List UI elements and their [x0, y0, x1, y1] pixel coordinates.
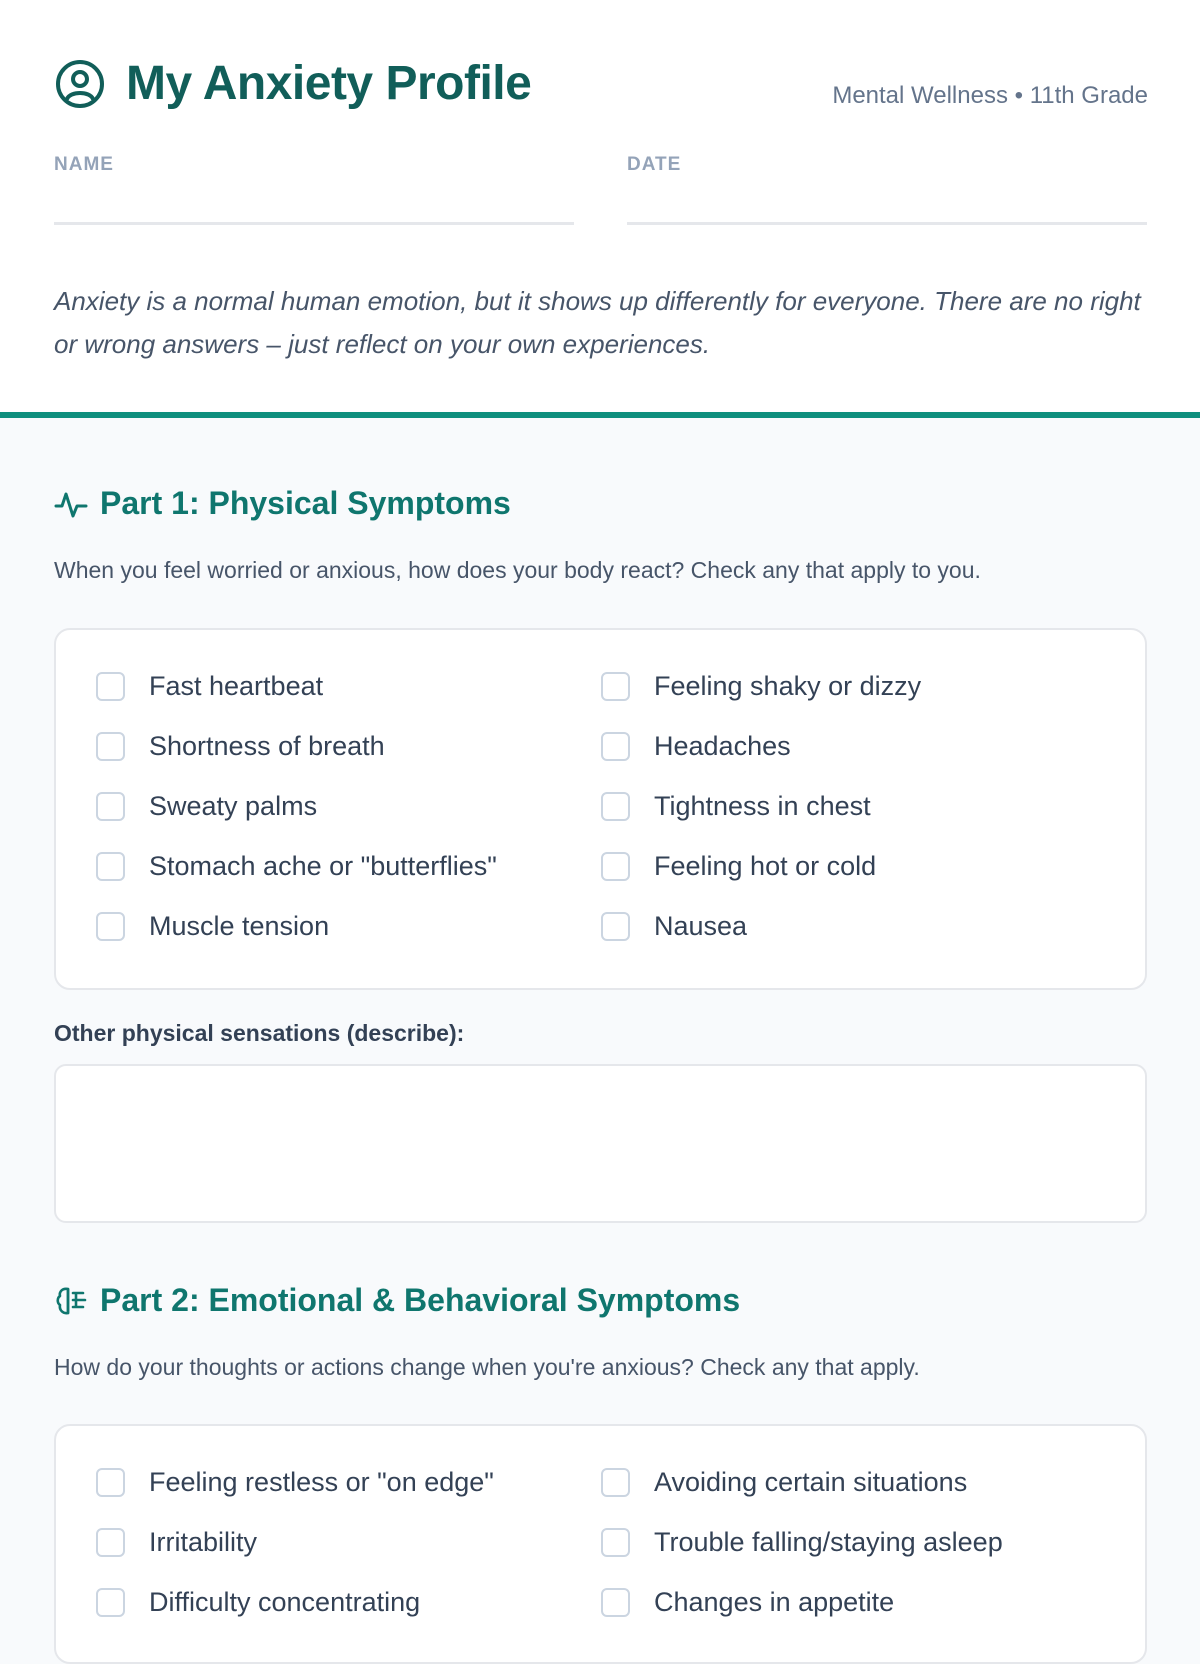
- checkbox-label: Headaches: [654, 731, 791, 761]
- name-label: NAME: [54, 154, 114, 175]
- pulse-icon: [54, 487, 88, 521]
- checkbox[interactable]: [96, 792, 125, 821]
- checkbox[interactable]: [96, 1588, 125, 1617]
- checkbox[interactable]: [601, 852, 630, 881]
- checkbox-item[interactable]: [96, 1466, 601, 1499]
- checkbox-item[interactable]: [601, 730, 1106, 763]
- checkbox[interactable]: [601, 912, 630, 941]
- checkbox[interactable]: [96, 852, 125, 881]
- part2-title-text: Part 2: Emotional & Behavioral Symptoms: [100, 1282, 741, 1318]
- part2-title: [54, 1282, 740, 1319]
- checkbox-label: Muscle tension: [149, 911, 330, 941]
- checkbox-item[interactable]: [601, 1526, 1106, 1559]
- intro-text: Anxiety is a normal human emotion, but it shows up differently for everyone. There are no right or wrong answers – just reflect on your own experiences.: [54, 286, 1141, 359]
- checkbox-item[interactable]: [601, 1586, 1106, 1619]
- checkbox-label: Difficulty concentrating: [149, 1587, 421, 1617]
- checkbox-label: Nausea: [654, 911, 748, 941]
- other-sensations-textarea[interactable]: [54, 1064, 1147, 1223]
- checkbox-item[interactable]: [601, 850, 1106, 883]
- checkbox-item[interactable]: [96, 790, 601, 823]
- checkbox-label: Changes in appetite: [654, 1587, 895, 1617]
- checkbox[interactable]: [96, 912, 125, 941]
- checkbox-label: Avoiding certain situations: [654, 1467, 968, 1497]
- checkbox-item[interactable]: [96, 670, 601, 703]
- checkbox-label: Feeling restless or "on edge": [149, 1467, 494, 1497]
- checkbox[interactable]: [96, 1468, 125, 1497]
- checkbox[interactable]: [601, 732, 630, 761]
- date-input-line[interactable]: [627, 222, 1147, 225]
- checkbox-item[interactable]: [601, 1466, 1106, 1499]
- checkbox-label: Tightness in chest: [654, 791, 871, 821]
- date-field[interactable]: [627, 154, 1147, 225]
- checkbox[interactable]: [601, 672, 630, 701]
- checkbox-label: Trouble falling/staying asleep: [654, 1527, 1003, 1557]
- user-circle-icon: [54, 58, 106, 110]
- checkbox-label: Stomach ache or "butterflies": [149, 851, 497, 881]
- brain-icon: [54, 1284, 88, 1318]
- checkbox-label: Feeling shaky or dizzy: [654, 671, 922, 701]
- date-label: DATE: [627, 154, 682, 175]
- page-title: My Anxiety Profile: [126, 57, 532, 110]
- checkbox[interactable]: [96, 672, 125, 701]
- name-field[interactable]: [54, 154, 574, 225]
- checkbox-item[interactable]: [96, 850, 601, 883]
- part1-title: [54, 485, 511, 522]
- checkbox-item[interactable]: [96, 1526, 601, 1559]
- checkbox[interactable]: [96, 732, 125, 761]
- worksheet-header: [0, 0, 1200, 418]
- checkbox[interactable]: [601, 1528, 630, 1557]
- checkbox[interactable]: [601, 1588, 630, 1617]
- checkbox[interactable]: [96, 1528, 125, 1557]
- part1-title-text: Part 1: Physical Symptoms: [100, 485, 511, 521]
- checkbox-label: Fast heartbeat: [149, 671, 324, 701]
- checkbox-item[interactable]: [601, 790, 1106, 823]
- checkbox-label: Shortness of breath: [149, 731, 385, 761]
- checkbox[interactable]: [601, 792, 630, 821]
- checkbox-item[interactable]: [96, 730, 601, 763]
- part2-checklist: [96, 1466, 1106, 1619]
- course-subtitle: Mental Wellness • 11th Grade: [832, 82, 1148, 109]
- checkbox[interactable]: [601, 1468, 630, 1497]
- checkbox-label: Feeling hot or cold: [654, 851, 877, 881]
- name-input-line[interactable]: [54, 222, 574, 225]
- checkbox-item[interactable]: [601, 670, 1106, 703]
- part1-description: When you feel worried or anxious, how does your body react? Check any that apply to you.: [54, 557, 981, 583]
- other-sensations-label: Other physical sensations (describe):: [54, 1020, 465, 1046]
- checkbox-label: Irritability: [149, 1527, 258, 1557]
- part2-checklist-card: [54, 1424, 1147, 1664]
- part1-checklist: [96, 670, 1106, 943]
- title-row: [54, 56, 531, 111]
- checkbox-item[interactable]: [601, 910, 1106, 943]
- checkbox-label: Sweaty palms: [149, 791, 318, 821]
- part2-description: How do your thoughts or actions change when you're anxious? Check any that apply.: [54, 1354, 920, 1380]
- checkbox-item[interactable]: [96, 1586, 601, 1619]
- checkbox-item[interactable]: [96, 910, 601, 943]
- part1-checklist-card: [54, 628, 1147, 990]
